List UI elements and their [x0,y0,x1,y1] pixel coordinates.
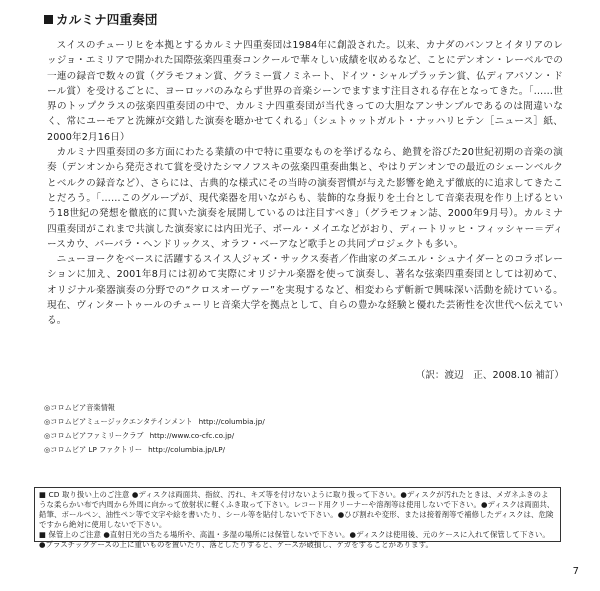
article-body [47,38,563,329]
info-item [44,415,265,429]
paragraph: カルミナ四重奏団の多方面にわたる業績の中で特に重要なものを挙げるなら、絶賛を浴びた20世紀初期の音楽の演奏（デンオンから発売されて賞を受けたシマノフスキの弦楽四重奏曲集と、やはりデンオンでの最近のシェーンベルクとベルクの録音など）、さらには、古典的な様式にその当時の演奏習慣が与えた影響を絶えず徹底的に追求してきたことだろう。「……このグループが、現代楽器を用いながらも、装飾的な身振りを土台として音楽表現を作り上げるという18世紀の発想を徹底的に貫いた演奏を展開しているのは注目すべき」（グラモフォン誌、2000年9月号）。カルミナ四重奏団がこれまで共演した演奏家には内田光子、ポール・メイエなどがおり、ディートリッヒ・フィッシャー＝ディースカウ、バーバラ・ヘンドリックス、オラフ・ベーアなど歌手との共同プロジェクトも多い。 [47,147,563,250]
paragraph: ニューヨークをベースに活躍するスイス人ジャズ・サックス奏者／作曲家のダニエル・シュナイダーとのコラボレーションに加え、2001年8月には初めて実際にオリジナル楽器を使って演奏し、著名な弦楽四重奏団としては初めて、オリジナル楽器演奏の分野での“クロスオーヴァー”を実現するなど、相変わらず斬新で興味深い活動を続けている。現在、ヴィンタートゥールのチューリヒ音楽大学を拠点として、自らの豊かな経験と優れた芸術性を次世代へ伝えている。 [47,254,563,327]
columbia-info [44,401,265,457]
cd-handling-notice [34,487,561,549]
heading-text: カルミナ四重奏団 [56,12,158,27]
info-item-url[interactable]: http://columbia.jp/LP/ [148,445,226,454]
info-item [44,429,265,443]
notice-storage: ■ 保管上のご注意 ●直射日光の当たる場所や、高温・多湿の場所には保管しないで下さい。●ディスクは使用後、元のケースに入れて保管して下さい。●プラスチックケースの上に重いものを置いたり、落としたりすると、ケースが破損し、ケガをすることがあります。 [39,530,550,549]
notice-handling: ■ CD 取り扱い上のご注意 ●ディスクは両面共、指紋、汚れ、キズ等を付けないように取り扱って下さい。●ディスクが汚れたときは、メガネふきのような柔らかい布で内周から外周に向かって放射状に軽くふき取って下さい。レコード用クリーナーや溶剤等は使用しないで下さい。●ディスクは両面共、鉛筆、ボールペン、油性ペン等で文字や絵を書いたり、シール等を貼付しないで下さい。●ひび割れや変形、または接着剤等で補修したディスクは、危険ですから絶対に使用しないで下さい。 [39,490,555,529]
info-item-url[interactable]: http://www.co-cfc.co.jp/ [149,431,235,440]
page-number: 7 [572,566,579,577]
translator-credit: （訳：渡辺 正、2008.10 補訂） [415,370,564,381]
info-item-label: ◎コロムビアミュージックエンタテインメント [44,417,193,426]
paragraph: スイスのチューリヒを本拠とするカルミナ四重奏団は1984年に創設された。以来、カナダのバンフとイタリアのレッジョ・エミリアで開かれた国際弦楽四重奏コンクールで華々しい成績を収めるなど、ことにデンオン・レーベルでの一連の録音で数々の賞（グラモフォン賞、グラミー賞ノミネート、ドイツ・シャルプラッテン賞、仏ディアパソン・ドール賞）を受けるごとに、ヨーロッパのみならず世界の音楽シーンでますます注目される存在となってきた。「……世界のトップクラスの弦楽四重奏団の中で、カルミナ四重奏団が当代きっての大胆なアンサンブルであるのは間違いなく、常にユーモアと洗練が交錯した演奏を聴かせてくれる」（シュトゥットガルト・ナッハリヒテン［ニュース］紙、2000年2月16日） [47,40,563,143]
square-bullet-icon [44,15,53,24]
info-item [44,443,265,457]
section-heading [44,12,158,28]
info-title: ◎コロムビア音楽情報 [44,403,115,412]
info-item-label: ◎コロムビア LP ファクトリー [44,445,143,454]
info-item-label: ◎コロムビアファミリークラブ [44,431,144,440]
info-item-url[interactable]: http://columbia.jp/ [198,417,265,426]
